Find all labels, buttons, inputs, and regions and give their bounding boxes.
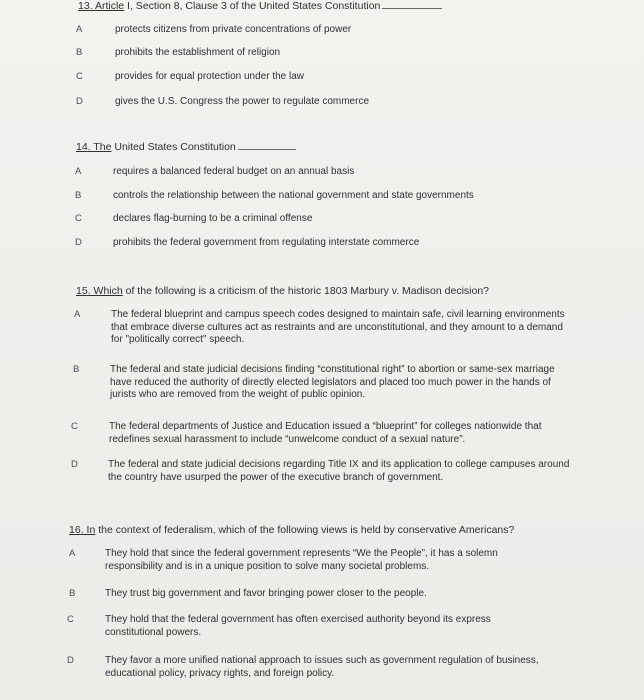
option-letter: B: [75, 190, 82, 201]
option-text: controls the relationship between the national government and state governments: [113, 190, 474, 201]
option-text: The federal blueprint and campus speech codes designed to maintain safe, civil learning environments that embrace diverse cultures act as restraints and are unconstitutional, and they amount to a demand for "politically correct" speech.: [111, 309, 565, 345]
question-14-stem: 14. The United States Constitution: [76, 141, 296, 154]
option-text: prohibits the federal government from regulating interstate commerce: [113, 237, 420, 248]
option-text: protects citizens from private concentrations of power: [115, 24, 352, 35]
option-letter: D: [76, 96, 83, 107]
option-letter: D: [75, 237, 82, 248]
option-text: declares flag-burning to be a criminal offense: [113, 213, 313, 224]
question-14-number: 14. The: [76, 141, 112, 153]
option-letter: A: [76, 24, 83, 35]
option-text: requires a balanced federal budget on an annual basis: [113, 166, 355, 177]
question-13-stem: 13. Article I, Section 8, Clause 3 of the United States Constitution: [78, 0, 442, 13]
option-letter: D: [71, 459, 78, 470]
option-text: The federal and state judicial decisions regarding Title IX and its application to college campuses around the country have usurped the power of the executive branch of government.: [108, 459, 570, 483]
option-letter: C: [75, 213, 82, 224]
option-text: gives the U.S. Congress the power to regulate commerce: [115, 96, 370, 107]
option-text: prohibits the establishment of religion: [115, 47, 281, 58]
question-15-stem: 15. Which of the following is a criticism of the historic 1803 Marbury v. Madison decision?: [76, 285, 490, 297]
option-letter: B: [73, 364, 80, 375]
option-letter: D: [67, 655, 74, 666]
option-text: They trust big government and favor bringing power closer to the people.: [105, 588, 427, 599]
question-15-number: 15. Which: [76, 285, 123, 297]
question-16-number: 16. In: [69, 524, 96, 536]
option-letter: A: [74, 309, 81, 320]
option-text: provides for equal protection under the law: [115, 71, 305, 82]
question-16-stem: 16. In the context of federalism, which of the following views is held by conservative Americans?: [69, 524, 515, 536]
option-text: They hold that since the federal government represents “We the People”, it has a solemn responsibility and is in a unique position to solve many societal problems.: [105, 548, 498, 572]
option-letter: B: [69, 588, 76, 599]
option-letter: B: [76, 47, 83, 58]
option-text: They hold that the federal government has often exercised authority beyond its express constitutional powers.: [105, 614, 491, 638]
option-letter: A: [69, 548, 76, 559]
answer-blank: [382, 8, 442, 9]
option-text: The federal and state judicial decisions finding “constitutional right” to abortion or same-sex marriage have reduced the authority of directly elected legislators and placed too much power in the hands of jurists who are removed from the weight of public opinion.: [110, 364, 555, 400]
option-text: The federal departments of Justice and Education issued a “blueprint” for colleges nationwide that redefines sexual harassment to include “unwelcome conduct of a sexual nature”.: [109, 421, 542, 445]
option-letter: C: [76, 71, 83, 82]
option-letter: C: [67, 614, 74, 625]
option-text: They favor a more unified national approach to issues such as government regulation of business, educational policy, privacy rights, and foreign policy.: [105, 655, 539, 679]
option-letter: C: [71, 421, 78, 432]
question-13-number: 13. Article: [78, 0, 125, 12]
answer-blank: [238, 149, 296, 150]
option-letter: A: [75, 166, 82, 177]
